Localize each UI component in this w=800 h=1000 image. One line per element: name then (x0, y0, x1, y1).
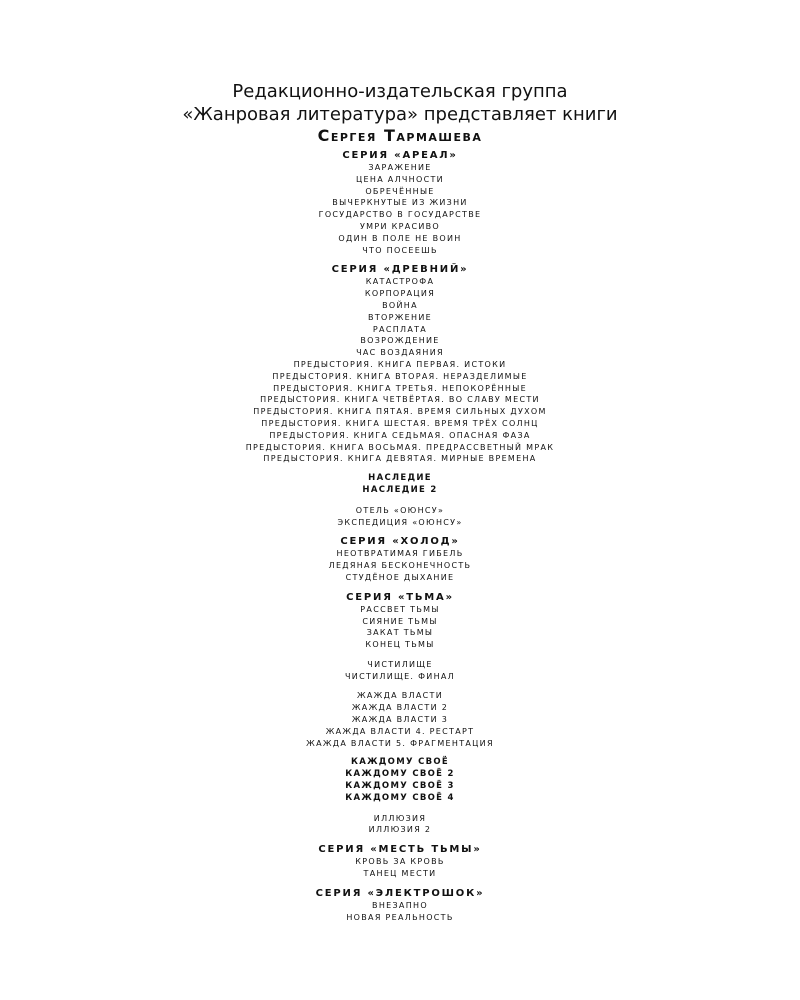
book-title: НОВАЯ РЕАЛЬНОСТЬ (346, 912, 454, 922)
publisher-header (0, 80, 800, 126)
book-title: ПРЕДЫСТОРИЯ. КНИГА СЕДЬМАЯ. ОПАСНАЯ ФАЗА (269, 430, 531, 440)
book-title: ЖАЖДА ВЛАСТИ 5. ФРАГМЕНТАЦИЯ (306, 738, 494, 748)
book-title: ВОЙНА (382, 300, 418, 310)
book-title: ВТОРЖЕНИЕ (368, 312, 432, 322)
catalog-block (0, 150, 800, 256)
book-title: ВНЕЗАПНО (372, 900, 428, 910)
book-title: ЗАКАТ ТЬМЫ (366, 628, 434, 638)
block-spacer (0, 682, 800, 690)
book-title: КАЖДОМУ СВОЁ 3 (345, 781, 455, 792)
book-title: КОРПОРАЦИЯ (364, 289, 436, 299)
series-heading: СЕРИЯ «ЭЛЕКТРОШОК» (315, 887, 485, 899)
catalog-block (0, 592, 800, 651)
book-title: КОНЕЦ ТЬМЫ (365, 640, 435, 650)
book-title: ПРЕДЫСТОРИЯ. КНИГА ДЕВЯТАЯ. МИРНЫЕ ВРЕМЕНА (263, 454, 537, 464)
series-heading: СЕРИЯ «ДРЕВНИЙ» (331, 264, 469, 276)
book-title: ВОЗРОЖДЕНИЕ (360, 336, 440, 346)
book-title: КАЖДОМУ СВОЁ (350, 757, 450, 768)
block-spacer (0, 497, 800, 505)
book-title: ИЛЛЮЗИЯ (373, 813, 427, 823)
catalog-block (0, 888, 800, 924)
book-title: ПРЕДЫСТОРИЯ. КНИГА ПЯТАЯ. ВРЕМЯ СИЛЬНЫХ ДУХОМ (253, 407, 547, 417)
book-catalog (0, 150, 800, 923)
catalog-block (0, 813, 800, 837)
book-title: КАЖДОМУ СВОЁ 2 (345, 769, 455, 780)
catalog-block (0, 473, 800, 497)
series-heading: СЕРИЯ «МЕСТЬ ТЬМЫ» (318, 844, 482, 856)
book-title: УМРИ КРАСИВО (359, 221, 441, 231)
book-title: ЭКСПЕДИЦИЯ «ОЮНСУ» (337, 517, 463, 527)
book-title: ЖАЖДА ВЛАСТИ 2 (351, 703, 449, 713)
series-heading: СЕРИЯ «АРЕАЛ» (342, 150, 458, 161)
catalog-block (0, 505, 800, 529)
book-title: ЧТО ПОСЕЕШЬ (362, 245, 438, 255)
book-title: ЧИСТИЛИЩЕ. ФИНАЛ (345, 671, 455, 681)
book-title: ЖАЖДА ВЛАСТИ 3 (351, 715, 449, 725)
book-title: ОДИН В ПОЛЕ НЕ ВОИН (338, 233, 462, 243)
publisher-line-1: Редакционно-издательская группа (232, 81, 568, 102)
block-spacer (0, 465, 800, 473)
book-title: ПРЕДЫСТОРИЯ. КНИГА ВОСЬМАЯ. ПРЕДРАССВЕТНЫЙ МРАК (245, 442, 555, 452)
book-title: ГОСУДАРСТВО В ГОСУДАРСТВЕ (318, 210, 482, 220)
book-title: СТУДЁНОЕ ДЫХАНИЕ (345, 572, 455, 582)
book-title: ПРЕДЫСТОРИЯ. КНИГА ШЕСТАЯ. ВРЕМЯ ТРЁХ СОЛНЦ (261, 418, 539, 428)
book-title: ЧИСТИЛИЩЕ (367, 659, 433, 669)
catalog-block (0, 757, 800, 804)
book-title: КРОВЬ ЗА КРОВЬ (355, 857, 445, 867)
series-heading: СЕРИЯ «ХОЛОД» (340, 536, 460, 548)
catalog-block (0, 536, 800, 583)
block-spacer (0, 805, 800, 813)
book-title: РАССВЕТ ТЬМЫ (360, 604, 440, 614)
book-title: НАСЛЕДИЕ 2 (362, 484, 438, 495)
block-spacer (0, 651, 800, 659)
book-title: ПРЕДЫСТОРИЯ. КНИГА ПЕРВАЯ. ИСТОКИ (293, 359, 507, 369)
series-heading: СЕРИЯ «ТЬМА» (346, 591, 454, 603)
book-title: НАСЛЕДИЕ (368, 473, 432, 484)
book-title: КАТАСТРОФА (365, 277, 435, 287)
author-name: Сергея Тармашева (317, 126, 483, 145)
book-title: ПРЕДЫСТОРИЯ. КНИГА ТРЕТЬЯ. НЕПОКОРЁННЫЕ (273, 383, 527, 393)
catalog-block (0, 844, 800, 880)
book-title: ЧАС ВОЗДАЯНИЯ (356, 348, 444, 358)
book-title: ЛЕДЯНАЯ БЕСКОНЕЧНОСТЬ (328, 561, 472, 571)
book-title: ЖАЖДА ВЛАСТИ 4. РЕСТАРТ (325, 726, 475, 736)
book-title: РАСПЛАТА (372, 324, 428, 334)
publisher-line-2: «Жанровая литература» представляет книги (182, 104, 618, 125)
book-title: ИЛЛЮЗИЯ 2 (368, 825, 432, 835)
book-title: ЗАРАЖЕНИЕ (368, 163, 432, 172)
book-title: ТАНЕЦ МЕСТИ (363, 869, 437, 879)
book-title: ВЫЧЕРКНУТЫЕ ИЗ ЖИЗНИ (332, 198, 468, 208)
catalog-block (0, 659, 800, 683)
block-spacer (0, 836, 800, 844)
book-title: ПРЕДЫСТОРИЯ. КНИГА ВТОРАЯ. НЕРАЗДЕЛИМЫЕ (272, 371, 528, 381)
catalog-block (0, 264, 800, 465)
book-title: ПРЕДЫСТОРИЯ. КНИГА ЧЕТВЁРТАЯ. ВО СЛАВУ МЕСТИ (260, 395, 540, 405)
book-title: СИЯНИЕ ТЬМЫ (362, 616, 438, 626)
book-title: ЖАЖДА ВЛАСТИ (356, 691, 443, 701)
book-title: ЦЕНА АЛЧНОСТИ (356, 174, 444, 184)
book-title: ОТЕЛЬ «ОЮНСУ» (355, 505, 445, 515)
block-spacer (0, 528, 800, 536)
book-title: НЕОТВРАТИМАЯ ГИБЕЛЬ (336, 549, 464, 559)
block-spacer (0, 880, 800, 888)
catalog-block (0, 690, 800, 749)
block-spacer (0, 584, 800, 592)
book-title: КАЖДОМУ СВОЁ 4 (345, 792, 455, 803)
book-title: ОБРЕЧЁННЫЕ (365, 186, 435, 196)
